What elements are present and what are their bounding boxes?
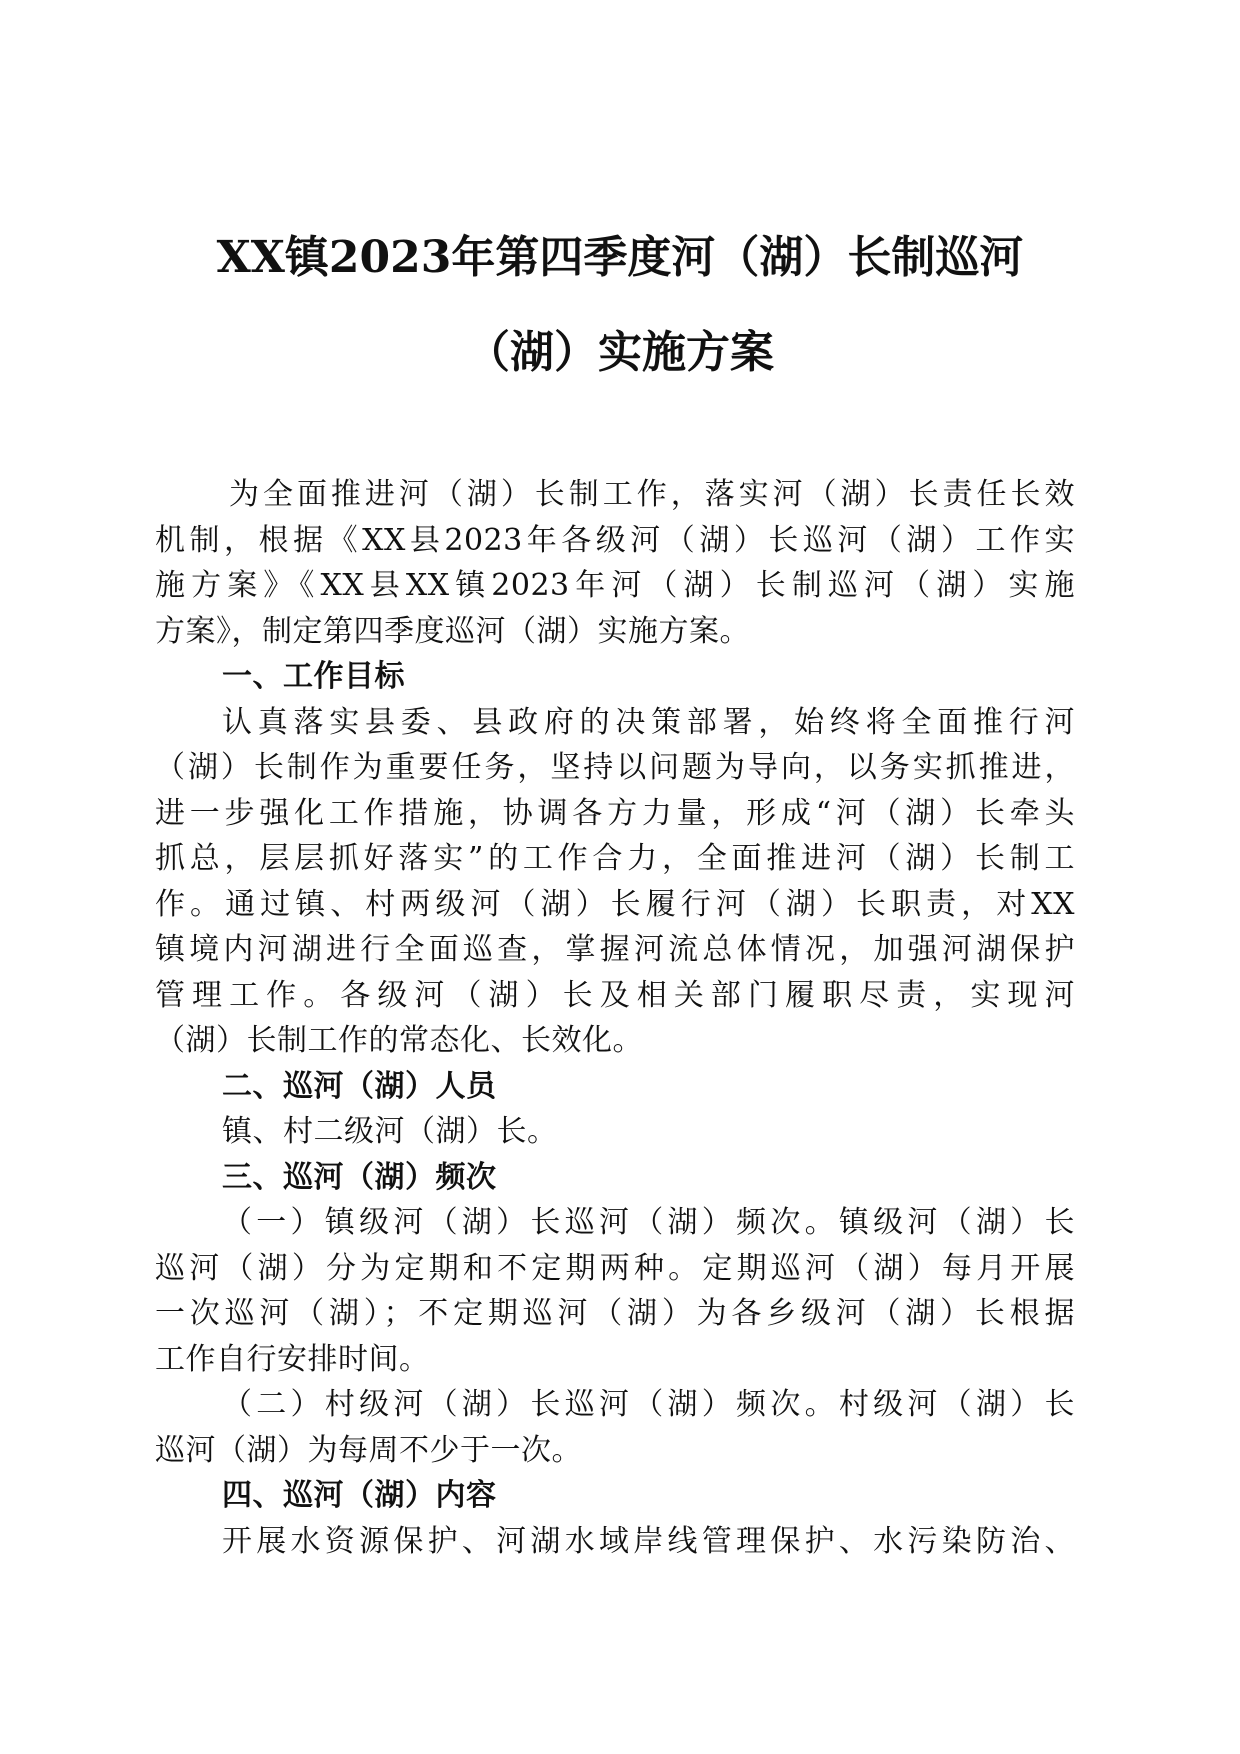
document-title-line-2: （湖）实施方案 [466, 327, 774, 378]
body-line: 作。通过镇、村两级河（湖）长履行河（湖）长职责，对XX [155, 886, 1075, 922]
section-heading-work-goal: 一、工作目标 [222, 659, 405, 694]
body-line: 机制，根据《XX县2023年各级河（湖）长巡河（湖）工作实 [155, 522, 1075, 558]
body-line: 进一步强化工作措施，协调各方力量，形成“河（湖）长牵头 [155, 795, 1075, 831]
document-body [155, 472, 1075, 1564]
section-heading-personnel: 二、巡河（湖）人员 [222, 1068, 497, 1104]
body-line: （湖）长制工作的常态化、长效化。 [155, 1023, 643, 1058]
body-line: 开展水资源保护、河湖水域岸线管理保护、水污染防治、 [222, 1523, 1075, 1559]
section-heading-frequency: 三、巡河（湖）频次 [222, 1159, 497, 1195]
body-line: （湖）长制作为重要任务，坚持以问题为导向，以务实抓推进， [155, 750, 1075, 785]
body-line: 一次巡河（湖）；不定期巡河（湖）为各乡级河（湖）长根据 [155, 1296, 1075, 1331]
body-line: （一）镇级河（湖）长巡河（湖）频次。镇级河（湖）长 [222, 1205, 1075, 1240]
body-line: 镇、村二级河（湖）长。 [222, 1114, 558, 1149]
body-line: 施方案》《XX县XX镇2023年河（湖）长制巡河（湖）实施 [155, 568, 1075, 603]
document-title-line-1: XX镇2023年第四季度河（湖）长制巡河 [216, 232, 1024, 283]
body-line: 方案》，制定第四季度巡河（湖）实施方案。 [155, 613, 750, 649]
body-line: 工作自行安排时间。 [155, 1341, 430, 1377]
body-line: 管理工作。各级河（湖）长及相关部门履职尽责，实现河 [155, 977, 1075, 1013]
section-heading-content: 四、巡河（湖）内容 [222, 1478, 497, 1513]
body-line: 认真落实县委、县政府的决策部署，始终将全面推行河 [222, 704, 1075, 740]
body-line: 巡河（湖）为每周不少于一次。 [155, 1432, 582, 1468]
body-line: 镇境内河湖进行全面巡查，掌握河流总体情况，加强河湖保护 [155, 932, 1075, 967]
body-line: 巡河（湖）分为定期和不定期两种。定期巡河（湖）每月开展 [155, 1250, 1075, 1286]
body-line: （二）村级河（湖）长巡河（湖）频次。村级河（湖）长 [222, 1387, 1075, 1422]
body-line: 抓总，层层抓好落实”的工作合力，全面推进河（湖）长制工 [155, 841, 1075, 876]
body-line: 为全面推进河（湖）长制工作，落实河（湖）长责任长效 [229, 477, 1075, 512]
